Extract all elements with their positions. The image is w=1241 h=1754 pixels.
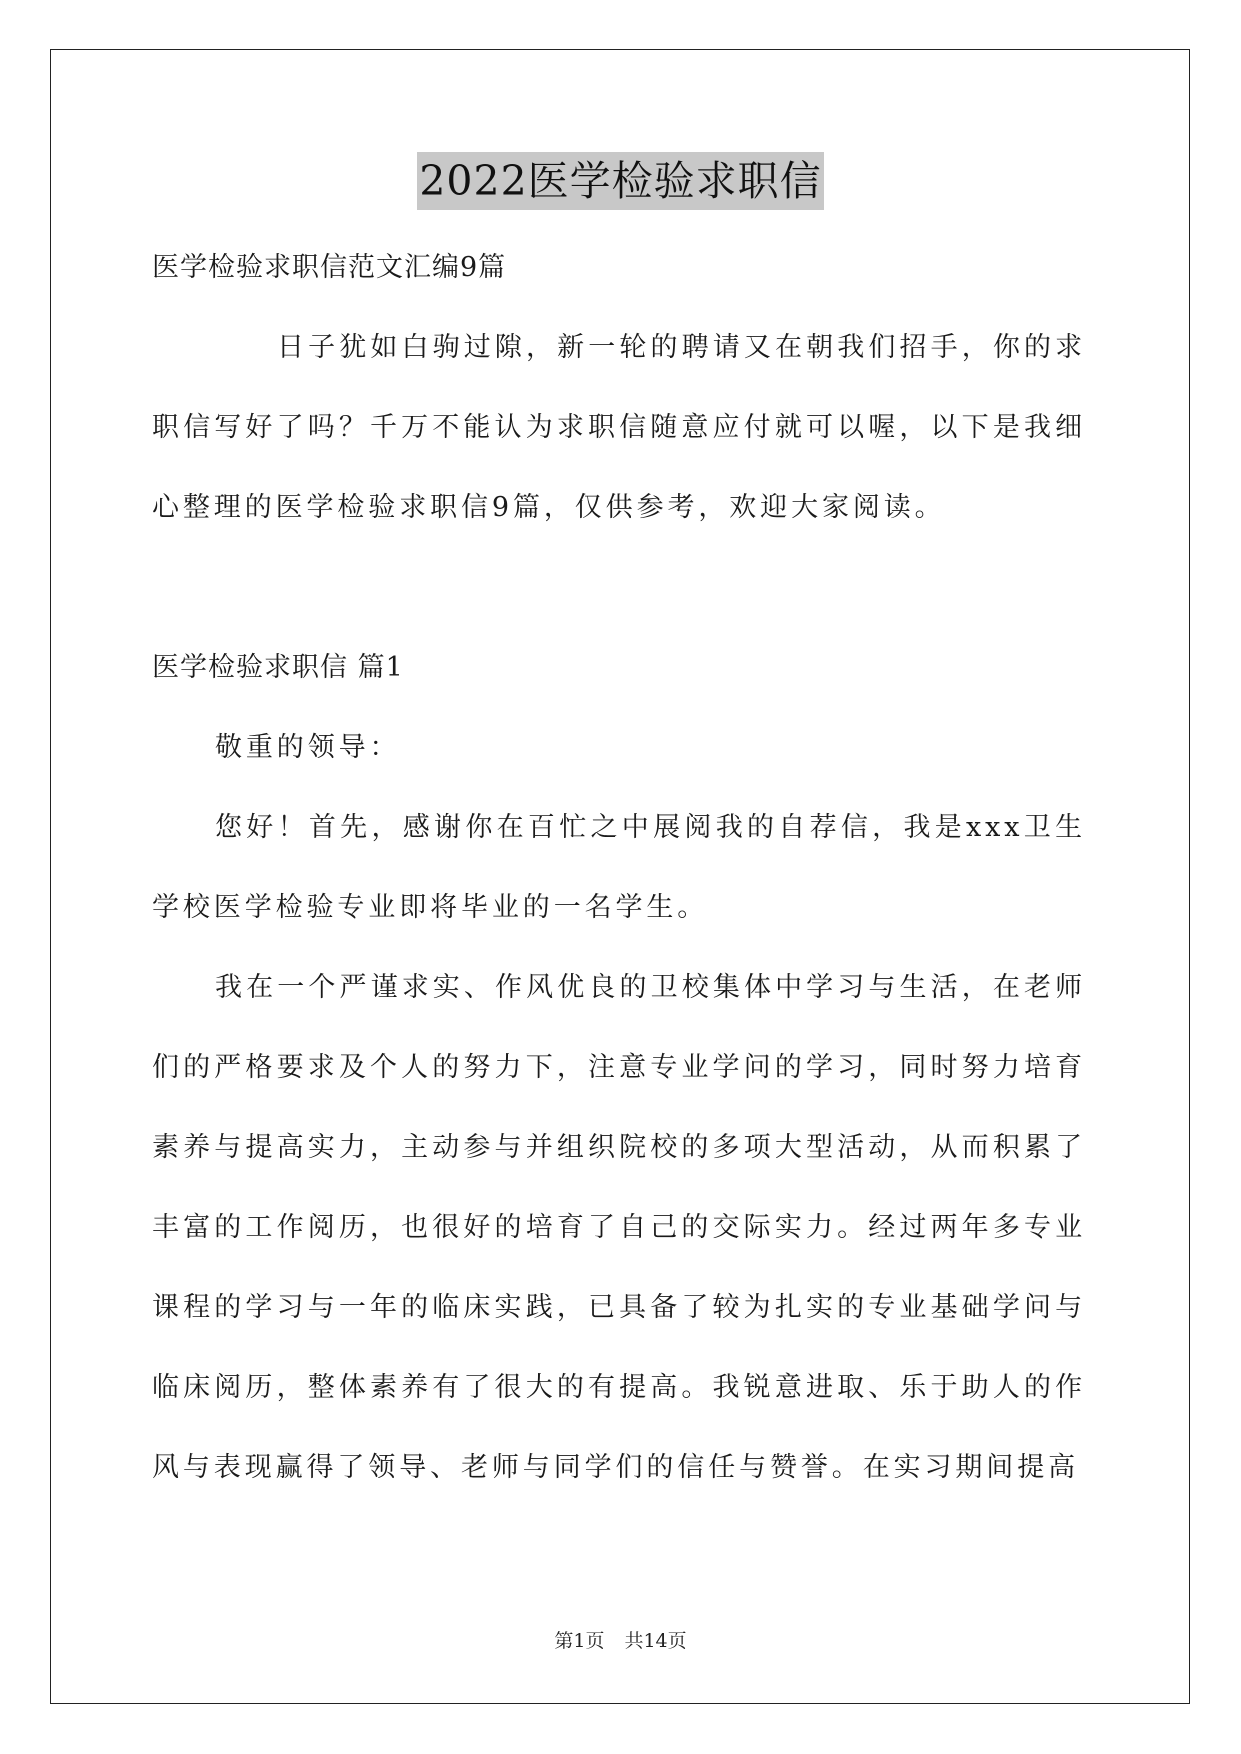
intro-paragraph: 日子犹如白驹过隙，新一轮的聘请又在朝我们招手，你的求职信写好了吗？千万不能认为求职信随意应付就可以喔，以下是我细心整理的医学检验求职信9篇，仅供参考，欢迎大家阅读。 [152,332,1086,523]
page-footer [0,1626,1241,1653]
letter-salutation: 敬重的领导： [215,732,401,763]
document-body [152,228,1086,1508]
page-total: 共14页 [624,1630,687,1652]
letter-paragraph: 您好！首先，感谢你在百忙之中展阅我的自荐信，我是xxx卫生学校医学检验专业即将毕业的一名学生。 [152,812,1086,923]
section-heading: 医学检验求职信 篇1 [152,652,404,683]
letter-paragraph: 我在一个严谨求实、作风优良的卫校集体中学习与生活，在老师们的严格要求及个人的努力下，注意专业学问的学习，同时努力培育素养与提高实力，主动参与并组织院校的多项大型活动，从而积累了丰富的工作阅历，也很好的培育了自己的交际实力。经过两年多专业课程的学习与一年的临床实践，已具备了较为扎实的专业基础学问与临床阅历，整体素养有了很大的有提高。我锐意进取、乐于助人的作风与表现赢得了领导、老师与同学们的信任与赞誉。在实习期间提高 [152,972,1086,1483]
title-container [0,152,1241,210]
document-title: 2022医学检验求职信 [417,152,823,210]
page-number: 第1页 [554,1630,605,1652]
document-subtitle: 医学检验求职信范文汇编9篇 [152,252,507,283]
